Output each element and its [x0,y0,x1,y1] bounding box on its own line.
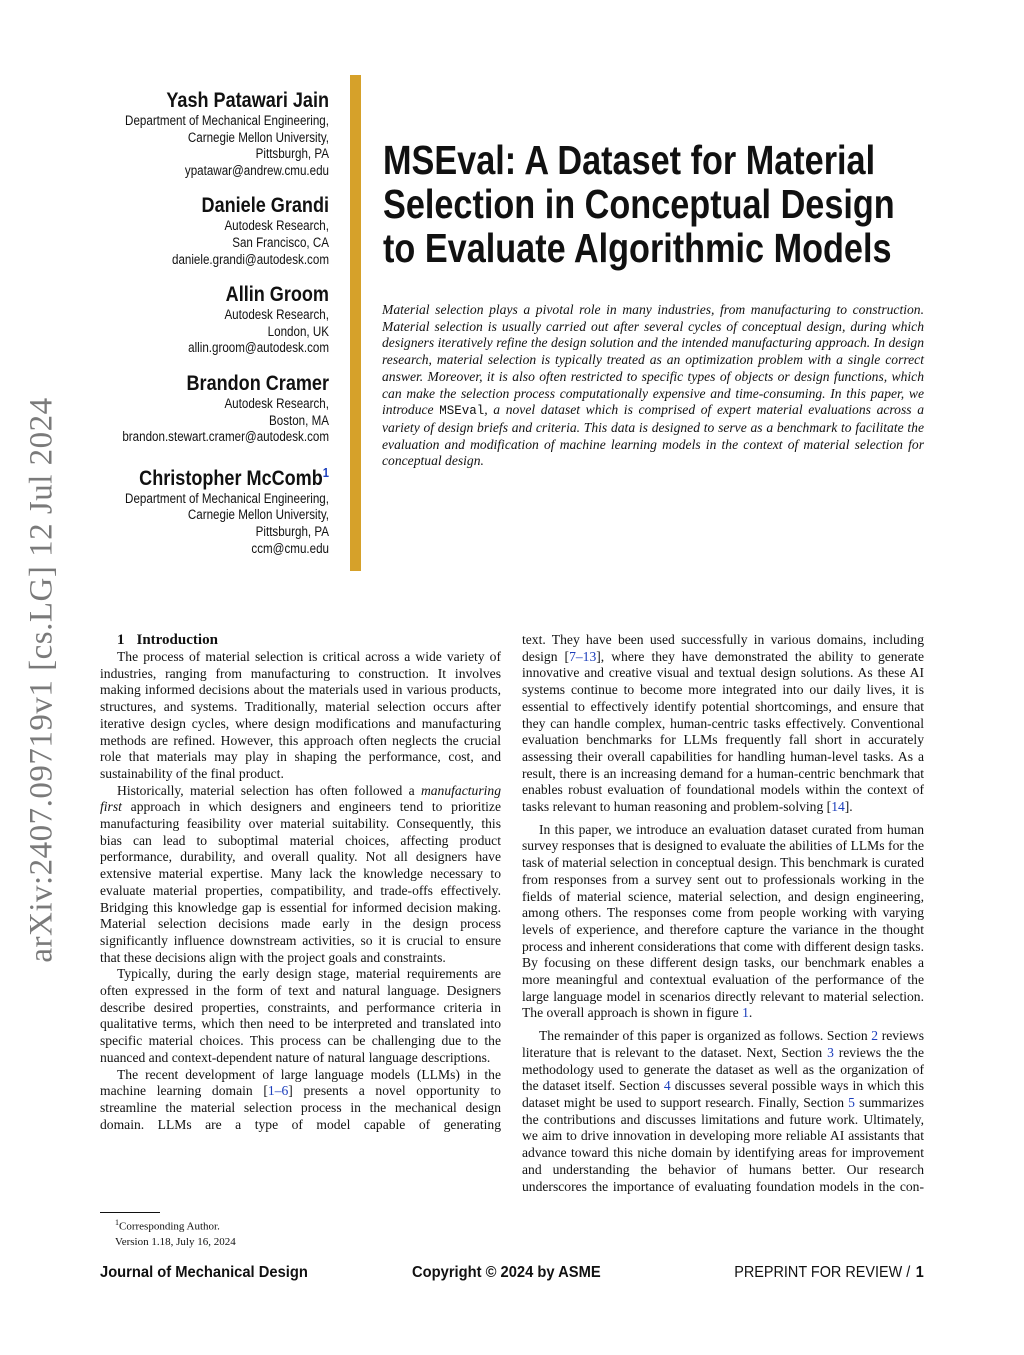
accent-bar [350,75,361,571]
citation-link[interactable]: 1 [742,1005,749,1021]
body-text: reviews literature that is relevant to the dataset. Next, Section [522,1028,924,1060]
paper-title [383,138,917,270]
paragraph [522,822,924,1022]
abstract-text: , a novel dataset which is comprised of expert material evaluations across a variety of design briefs and criteria. This data is designed to serve as a benchmark to facilitate the evaluation and modification of machine learning models in the context of material selection for conceptual design. [382,402,924,469]
body-text: The process of material selection is critical across a wide variety of industries, ranging from manufacturing to construction. It involves making informed decisions about the materials used in various products, structures, and systems. Traditionally, material selection occurs after iterative design cycles, where design modifications and manufacturing methods are refined. However, this approach often neglects the crucial role that materials may play in shaping the performance, cost, and sustainability of the final product. [100,649,501,781]
author-name-text: Yash Patawari Jain [166,89,329,112]
author-affiliation-line: daniele.grandi@autodesk.com [171,251,329,267]
right-column [522,632,924,1201]
author-affiliation-line: Boston, MA [268,412,329,428]
citation-link[interactable]: 5 [848,1094,855,1110]
footnote-mark: 1 [115,1218,119,1227]
author-affiliation-line: Department of Mechanical Engineering, [125,490,329,506]
author-affiliation-line: Autodesk Research, [224,395,329,411]
author-affiliation-line: Pittsburgh, PA [255,146,329,162]
body-text: approach in which designers and engineers tend to prioritize manufacturing feasibility over material suitability. Consequently, this bias can lead to suboptimal material choices, affecting product performance, durability, and overall quality. Not all designers have extensive material expertise. Many lack the knowledge necessary to evaluate material properties, compatibility, and trade-offs effectively. Bridging this knowledge gap is essential for informed decision making. Material selection decisions made early in the design process significantly influence downstream activities, so it is crucial to ensure that these decisions align with the project goals and constraints. [100,799,501,965]
footnote [115,1215,236,1250]
author-block [71,193,329,268]
author-affiliation-line: London, UK [267,323,329,339]
body-text: The remainder of this paper is organized as follows. Section [539,1028,872,1044]
paragraph [522,1028,924,1195]
body-text: ]. [844,799,853,815]
paragraph [100,966,501,1066]
section-heading [100,631,501,649]
paragraph [100,649,501,783]
author-affiliation-line: Pittsburgh, PA [255,523,329,539]
author-block [71,371,329,446]
title-line: MSEval: A Dataset for Material [383,137,876,183]
review-status: PREPRINT FOR REVIEW / [734,1264,911,1281]
author-block [71,460,329,557]
author-name-text: Christopher McComb [139,466,323,490]
author-name [71,282,329,307]
citation-link[interactable]: 14 [831,799,845,815]
author-name [71,460,329,491]
body-text: ], where they have demonstrated the ability to generate innovative and creative visual and textual design solutions. As these AI systems continue to become more integrated into our daily lives, it is essential to effectively identify potential shortcomings, and ensure that they can handle complex, human-centric tasks effectively. Conventional evaluation benchmarks for LLMs frequently fall short in accurately assessing their overall capabilities for handling human-level tasks. As a result, there is an increasing demand for a human-centric benchmark that enables robust evaluation of foundational models within the context of tasks relevant to human reasoning and problem-solving [ [522,648,924,815]
author-name-text: Allin Groom [225,283,329,307]
author-name-text: Daniele Grandi [201,194,329,218]
author-affiliation-line: Carnegie Mellon University, [187,507,329,523]
author-affiliation-line: ccm@cmu.edu [251,540,329,556]
paragraph [522,632,924,816]
footer-copyright: Copyright © 2024 by ASME [412,1264,601,1281]
body-text: ] presents a novel opportunity to streamline the material selection process in the mechanical design domain. LLMs are a type of model capable of generating [100,1083,501,1132]
paragraph [100,1067,501,1134]
body-text: . [748,1005,753,1021]
author-name [71,371,329,396]
author-affiliation-line: Autodesk Research, [224,218,329,234]
author-affiliation-line: San Francisco, CA [232,234,329,250]
body-text: The recent development of large language models (LLMs) in the machine learning domain [ [100,1066,501,1099]
author-affiliation-line: ypatawar@andrew.cmu.edu [184,162,329,178]
author-name [71,193,329,218]
footnote-text: Corresponding Author. [119,1220,220,1233]
footer-status [734,1264,924,1282]
author-affiliation-line: Department of Mechanical Engineering, [125,113,329,128]
emphasis-text: manufacturing first [100,782,501,815]
title-line: Selection in Conceptual Design [383,181,895,227]
body-text: Historically, material selection has often followed a [117,782,421,798]
citation-link[interactable]: 4 [663,1078,671,1094]
author-affiliation-line: brandon.stewart.cramer@autodesk.com [122,429,329,445]
section-number: 1 [117,632,125,648]
dataset-name: MSEval [439,404,485,419]
author-list [71,88,329,571]
left-column [100,631,501,1133]
footnote-link[interactable]: 1 [322,464,329,480]
citation-link[interactable]: 1–6 [267,1083,289,1099]
author-affiliation-line: allin.groom@autodesk.com [188,340,329,356]
abstract [382,302,924,470]
arxiv-stamp: arXiv:2407.09719v1 [cs.LG] 12 Jul 2024 [23,397,60,963]
body-text: summarizes the contributions and discusses limitations and future work. Ultimately, we aim to drive innovation in developing more reliable AI assistants that advance toward this niche domain by identifying areas for improvement and understanding the behavior of humans better. Our research underscores the importance of evaluating foundation models in the con- [522,1094,925,1194]
author-block [71,88,329,179]
body-text: discusses several possible ways in which this dataset might be used to support research. Finally, Section [522,1078,925,1110]
title-line: to Evaluate Algorithmic Models [383,225,892,271]
footnote-rule [100,1212,160,1213]
citation-link[interactable]: 7–13 [569,648,597,664]
citation-link[interactable]: 3 [827,1044,834,1060]
version-note: Version 1.18, July 16, 2024 [115,1235,236,1248]
author-name-text: Brandon Cramer [186,371,329,395]
body-text: reviews the the methodology used to generate the dataset as well as the organization of the dataset itself. Section [522,1044,924,1094]
section-title: Introduction [136,632,218,648]
abstract-text: Material selection plays a pivotal role in many industries, from manufacturing to construction. Material selection is usually carried out after several cycles of conceptual design, during which designers iteratively refine the design solution and the intended manufacturing approach. In design research, material selection is typically treated as an optimization problem with a single correct answer. Moreover, it is also often restricted to specific types of objects or design functions, which can make the selection process computationally expensive and time-consuming. In this paper, we introduce [382,302,924,418]
author-block [71,282,329,357]
body-text: Typically, during the early design stage, material requirements are often expressed in the form of text and natural language. Designers describe desired properties, constraints, and performance criteria in qualitative terms, which then need to be interpreted and translated into specific material choices. This process can be challenging due to the nuanced and context-dependent nature of natural language descriptions. [100,966,501,1065]
author-affiliation-line: Autodesk Research, [224,307,329,323]
page-number: 1 [915,1264,924,1281]
citation-link[interactable]: 2 [871,1028,879,1044]
footer-journal: Journal of Mechanical Design [100,1264,308,1281]
body-text: In this paper, we introduce an evaluation dataset curated from human survey responses that is designed to evaluate the abilities of LLMs for the task of material selection in conceptual design. This benchmark is curated from responses from a survey sent out to professionals working in the fields of material science, material selection, and design engineering, among others. The responses come from people working with varying levels of experience, and therefore capture the variance in the thought process and inherent considerations that come with different design tasks. By focusing on these different design tasks, our benchmark enables a more meaningful and contextual evaluation of the performance of the large language model in scenarios directly relevant to material selection. The overall approach is shown in figure [522,821,924,1021]
author-name [71,88,329,113]
paragraph [100,783,501,967]
author-affiliation-line: Carnegie Mellon University, [187,129,329,145]
body-text: text. They have been used successfully in various domains, including design [ [522,632,924,664]
